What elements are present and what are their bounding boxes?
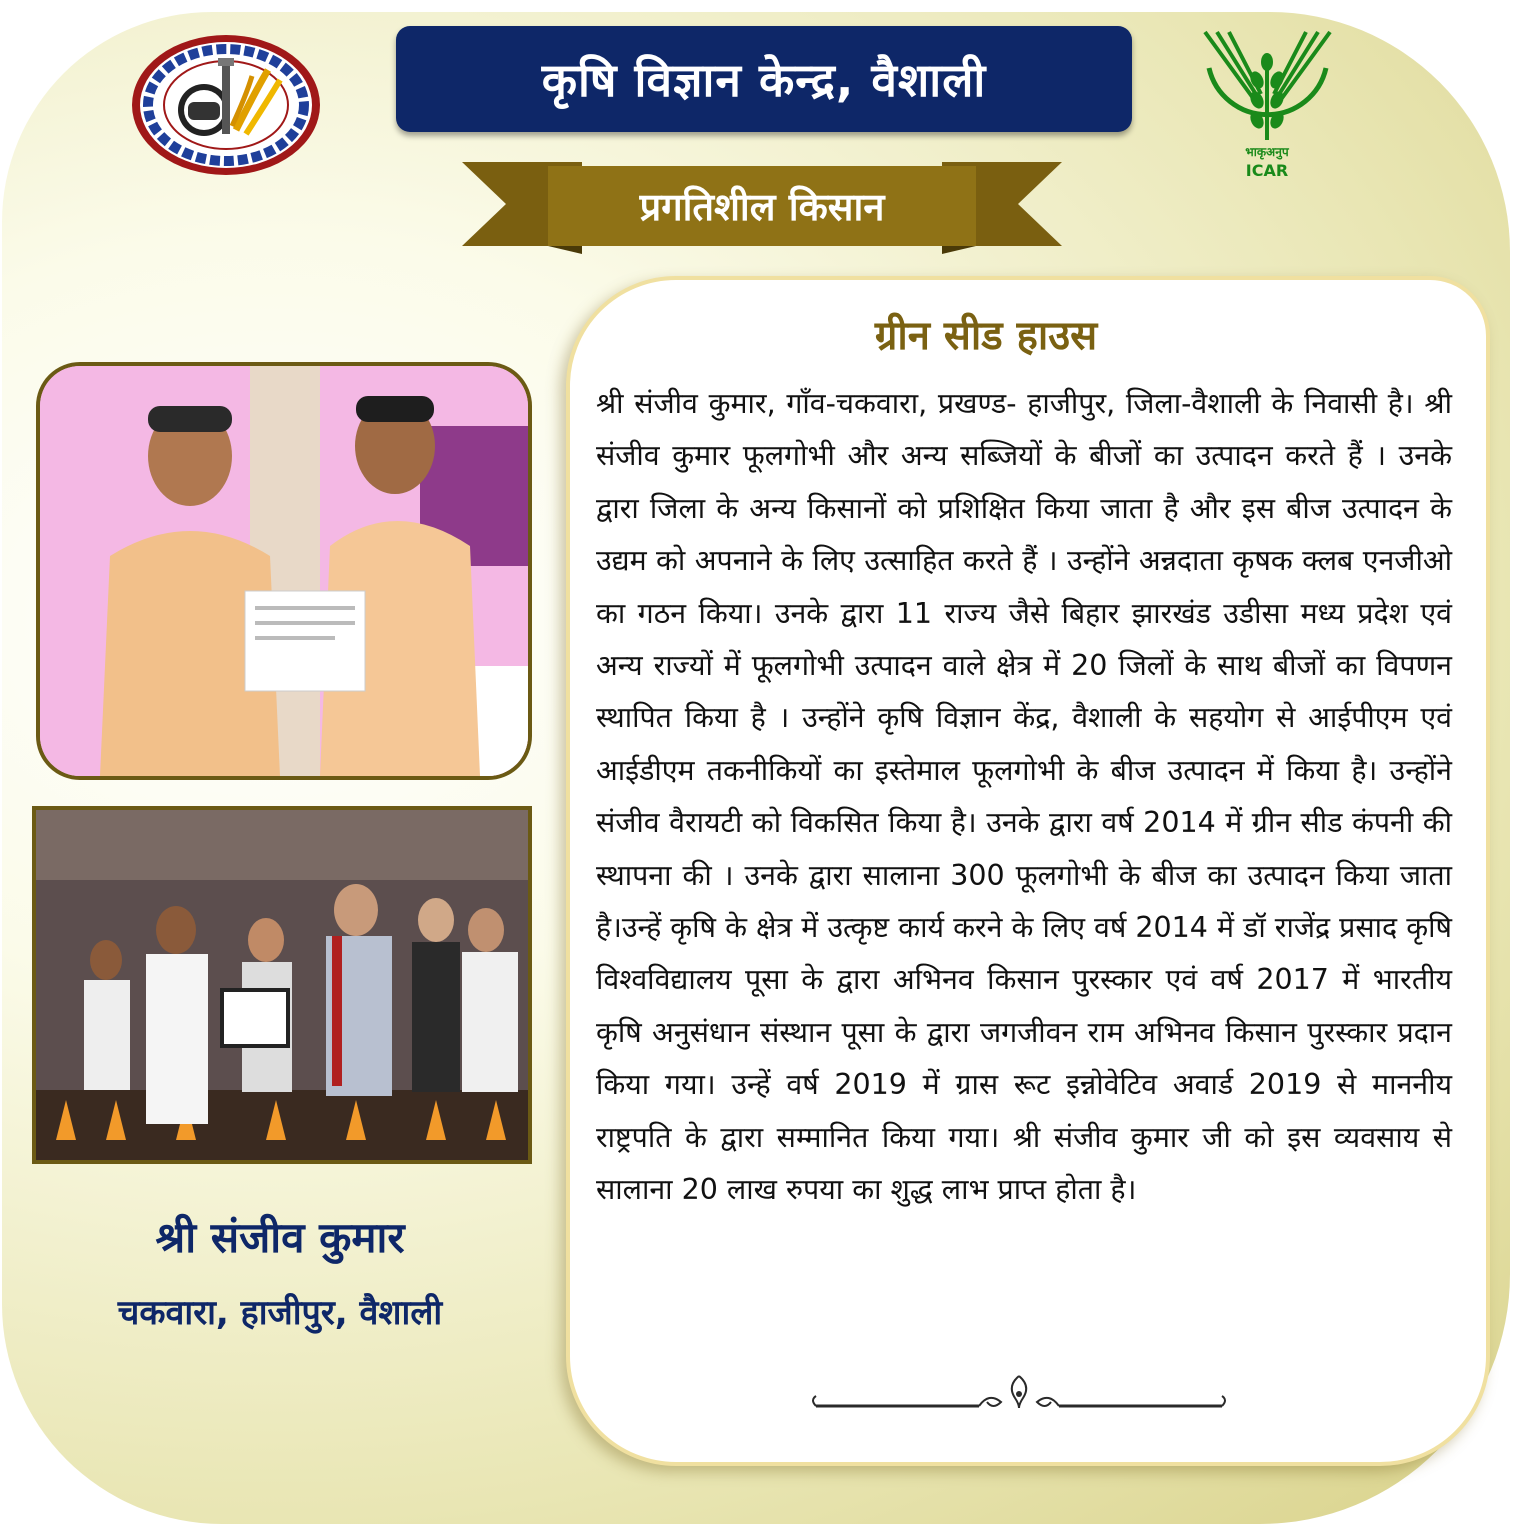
award-photo-2-image <box>36 810 528 1160</box>
card-body-text: श्री संजीव कुमार, गाँव-चकवारा, प्रखण्ड- हाजीपुर, जिला-वैशाली के निवासी है। श्री संजीव कुमार फूलगोभी और अन्य सब्जियों के बीजों का उत्पादन करते हैं । उनके द्वारा जिला के अन्य किसानों को प्रशिक्षित किया जाता है और इस बीज उत्पादन के उद्यम को अपनाने के लिए उत्साहित करते हैं । उन्होंने अन्नदाता कृषक क्लब एनजीओ का गठन किया। उनके द्वारा 11 राज्य जैसे बिहार झारखंड उडीसा मध्य प्रदेश एवं अन्य राज्यों में फूलगोभी उत्पादन वाले क्षेत्र में 20 जिलों के साथ बीजों का विपणन स्थापित किया है । उन्होंने कृषि विज्ञान केंद्र, वैशाली के सहयोग से आईपीएम एवं आईडीएम तकनीकियों का इस्तेमाल फूलगोभी के बीज उत्पादन में किया है। उन्होंने संजीव वैरायटी को विकसित किया है। उनके द्वारा वर्ष 2014 में ग्रीन सीड कंपनी की स्थापना की । उनके द्वारा सालाना 300 फूलगोभी के बीज का उत्पादन किया जाता है।उन्हें कृषि के क्षेत्र में उत्कृष्ट कार्य करने के लिए वर्ष 2014 में डॉ राजेंद्र प्रसाद कृषि विश्वविद्यालय पूसा के द्वारा अभिनव किसान पुरस्कार एवं वर्ष 2017 में भारतीय कृषि अनुसंधान संस्थान पूसा के द्वारा जगजीवन राम अभिनव किसान पुरस्कार प्रदान किया गया। उन्हें वर्ष 2019 में ग्रास रूट इन्नोवेटिव अवार्ड 2019 से माननीय राष्ट्रपति के द्वारा सम्मानित किया गया। श्री संजीव कुमार जी को इस व्यवसाय से सालाना 20 लाख रुपया का शुद्ध लाभ प्राप्त होता है। <box>596 387 1452 1207</box>
icar-english-text: ICAR <box>1245 161 1289 180</box>
card-title: ग्रीन सीड हाउस <box>874 313 1098 359</box>
icar-logo <box>1195 28 1340 183</box>
award-photo-2 <box>32 806 532 1164</box>
page-title: कृषि विज्ञान केन्द्र, वैशाली <box>396 26 1132 132</box>
ribbon-label: प्रगतिशील किसान <box>639 185 885 229</box>
person-place: चकवारा, हाजीपुर, वैशाली <box>117 1293 443 1333</box>
award-photo-1-image <box>40 366 528 776</box>
icar-hindi-text: भाकृअनुप <box>1245 145 1289 159</box>
divider-ornament-icon <box>804 1370 1234 1416</box>
award-photo-1 <box>36 362 532 780</box>
university-seal-logo <box>128 30 324 180</box>
person-name: श्री संजीव कुमार <box>155 1213 405 1262</box>
